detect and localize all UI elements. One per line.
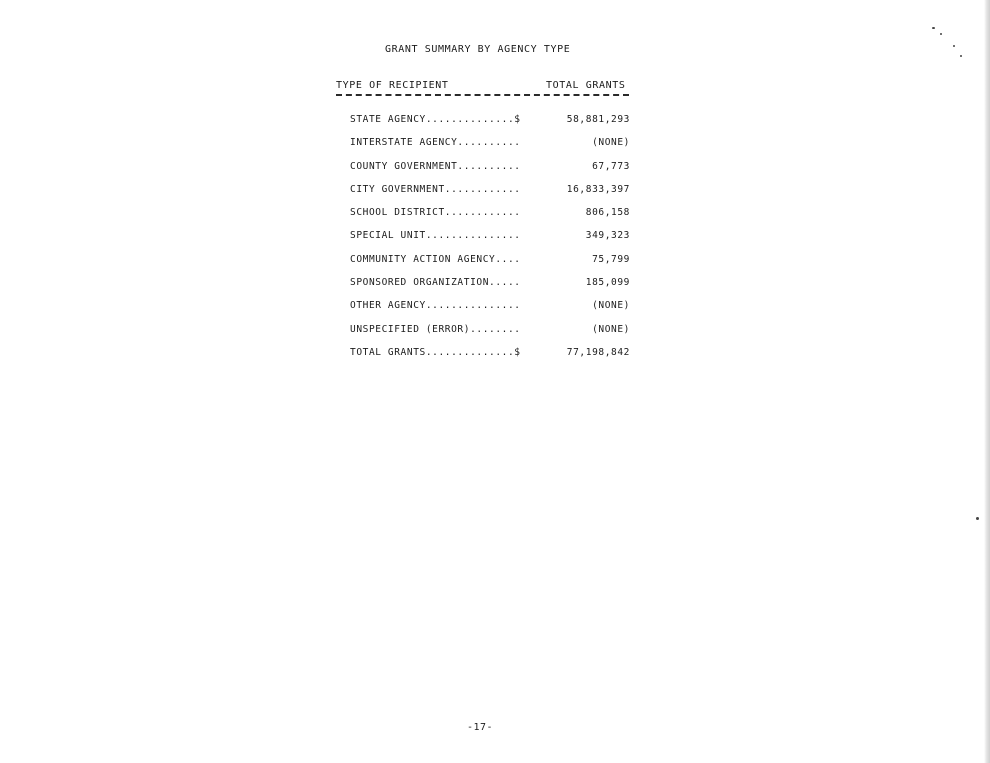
row-value: 75,799 xyxy=(592,253,630,265)
table-row-school-district xyxy=(350,207,630,230)
row-label: UNSPECIFIED (ERROR)........ xyxy=(350,323,521,335)
table-row-unspecified xyxy=(350,324,630,347)
row-value: (NONE) xyxy=(592,323,630,335)
row-value: (NONE) xyxy=(592,137,630,149)
row-label: SCHOOL DISTRICT............ xyxy=(350,207,521,219)
scan-speck xyxy=(953,45,955,47)
row-label: SPONSORED ORGANIZATION..... xyxy=(350,277,521,289)
table-row-other-agency xyxy=(350,300,630,323)
column-header-recipient: TYPE OF RECIPIENT xyxy=(336,80,449,91)
scan-page-edge xyxy=(984,0,990,763)
row-label: SPECIAL UNIT............... xyxy=(350,230,521,242)
row-label: OTHER AGENCY............... xyxy=(350,300,521,312)
scan-speck xyxy=(940,33,942,35)
row-label: STATE AGENCY..............$ xyxy=(350,114,521,125)
row-value: 16,833,397 xyxy=(566,183,630,195)
column-header-total-grants: TOTAL GRANTS xyxy=(546,80,626,91)
row-value: 185,099 xyxy=(585,277,630,289)
row-value: (NONE) xyxy=(592,300,630,312)
row-label: COUNTY GOVERNMENT.......... xyxy=(350,160,521,172)
grant-table xyxy=(350,114,630,370)
row-label: TOTAL GRANTS..............$ xyxy=(350,346,521,358)
scan-speck xyxy=(932,27,935,29)
page-title: GRANT SUMMARY BY AGENCY TYPE xyxy=(385,44,571,55)
scan-speck xyxy=(960,55,962,57)
table-row-sponsored-organization xyxy=(350,277,630,300)
table-row-special-unit xyxy=(350,230,630,253)
row-label: COMMUNITY ACTION AGENCY.... xyxy=(350,253,521,265)
row-label: CITY GOVERNMENT............ xyxy=(350,183,521,195)
table-row-county-government xyxy=(350,161,630,184)
row-label: INTERSTATE AGENCY.......... xyxy=(350,137,521,149)
table-row-total-grants xyxy=(350,347,630,370)
row-value: 77,198,842 xyxy=(566,346,630,358)
row-value: 806,158 xyxy=(585,207,630,219)
page-number: -17- xyxy=(467,722,494,733)
table-row-community-action-agency xyxy=(350,254,630,277)
table-row-city-government xyxy=(350,184,630,207)
row-value: 67,773 xyxy=(592,160,630,172)
table-row-state-agency xyxy=(350,114,630,137)
header-dashed-rule xyxy=(336,94,629,96)
scan-speck xyxy=(976,517,979,520)
table-row-interstate-agency xyxy=(350,137,630,160)
row-value: 349,323 xyxy=(585,230,630,242)
row-value: 58,881,293 xyxy=(566,114,630,125)
